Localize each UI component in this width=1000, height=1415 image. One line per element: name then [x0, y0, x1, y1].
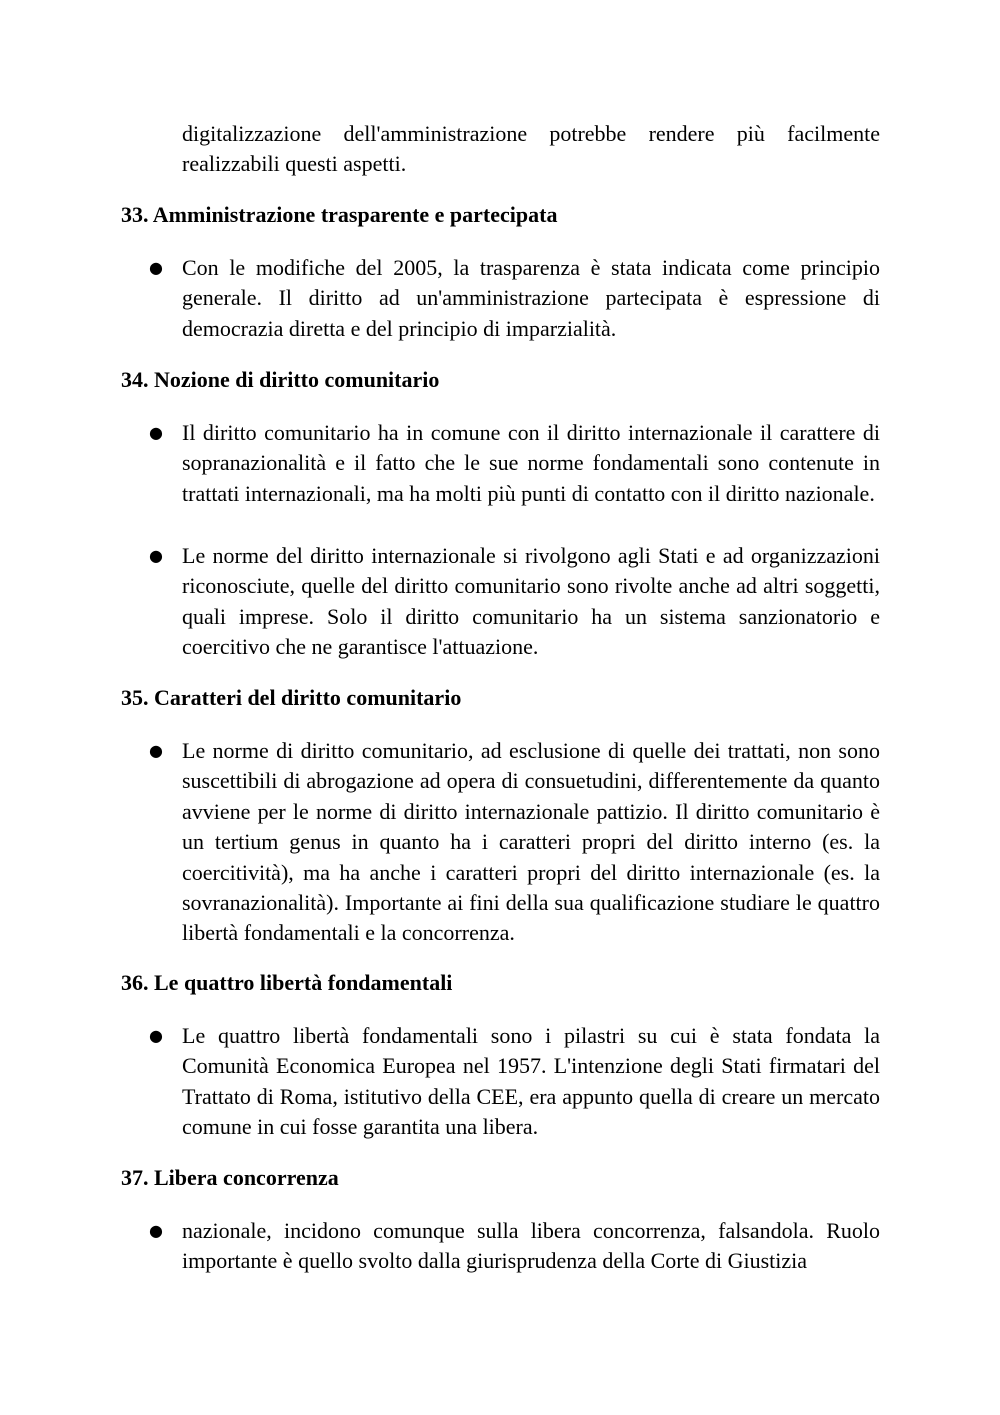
list-item [149, 418, 880, 509]
list-item-text: Il diritto comunitario ha in comune con il diritto internazionale il carattere di sopranazionalità e il fatto che le sue norme fondamentali sono contenute in trattati internazionali, ma ha molti più punti di contatto con il diritto nazionale. [182, 420, 880, 506]
section-heading-33: 33. Amministrazione trasparente e partecipata [121, 202, 558, 227]
list-item [149, 253, 880, 344]
bullet-icon: ● [149, 1026, 163, 1045]
bullet-icon: ● [149, 1221, 163, 1240]
list-item-text: nazionale, incidono comunque sulla libera concorrenza, falsandola. Ruolo importante è quello svolto dalla giurisprudenza della Corte di Giustizia [182, 1218, 880, 1274]
section-heading-35: 35. Caratteri del diritto comunitario [121, 685, 462, 710]
list-item-text: Le norme di diritto comunitario, ad esclusione di quelle dei trattati, non sono suscettibili di abrogazione ad opera di consuetudini, differentemente da quanto avviene per le norme di diritto internazionale pattizio. Il diritto comunitario è un tertium genus in quanto ha i caratteri propri del diritto interno (es. la coercitività), ma ha anche i caratteri propri del diritto internazionale (es. la sovranazionalità). Importante ai fini della sua qualificazione studiare le quattro libertà fondamentali e la concorrenza. [182, 738, 880, 946]
list-item [149, 736, 880, 949]
list-item [149, 1216, 880, 1277]
list-item [149, 541, 880, 663]
bullet-icon: ● [149, 258, 163, 277]
section-heading-37: 37. Libera concorrenza [121, 1165, 339, 1190]
bullet-icon: ● [149, 741, 163, 760]
bullet-icon: ● [149, 423, 163, 442]
intro-paragraph: digitalizzazione dell'amministrazione potrebbe rendere più facilmente realizzabili questi aspetti. [182, 121, 880, 177]
list-item [149, 1021, 880, 1143]
list-item-text: Con le modifiche del 2005, la trasparenza è stata indicata come principio generale. Il diritto ad un'amministrazione partecipata è espressione di democrazia diretta e del principio di imparzialità. [182, 255, 880, 341]
section-heading-34: 34. Nozione di diritto comunitario [121, 367, 440, 392]
list-item-text: Le quattro libertà fondamentali sono i pilastri su cui è stata fondata la Comunità Economica Europea nel 1957. L'intenzione degli Stati firmatari del Trattato di Roma, istitutivo della CEE, era appunto quella di creare un mercato comune in cui fosse garantita una libera. [182, 1023, 880, 1140]
list-item-text: Le norme del diritto internazionale si rivolgono agli Stati e ad organizzazioni riconosciute, quelle del diritto comunitario sono rivolte anche ad altri soggetti, quali imprese. Solo il diritto comunitario ha un sistema sanzionatorio e coercitivo che ne garantisce l'attuazione. [182, 543, 880, 660]
bullet-icon: ● [149, 546, 163, 565]
section-heading-36: 36. Le quattro libertà fondamentali [121, 970, 453, 995]
